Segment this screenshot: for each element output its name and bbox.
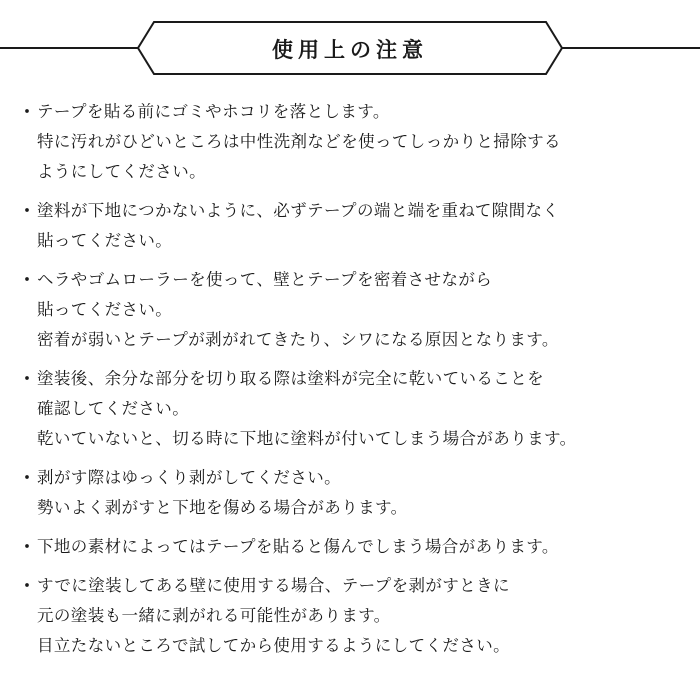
note-item [18, 532, 690, 562]
note-item [18, 571, 690, 661]
note-text-line: 確認してください。 [37, 399, 190, 418]
bullet-mark: ・ [18, 270, 36, 289]
bullet-mark: ・ [18, 468, 36, 487]
note-text-line: 目立たないところで試してから使用するようにしてください。 [37, 636, 511, 655]
note-item [18, 463, 690, 523]
note-text-line: 剥がす際はゆっくり剥がしてください。 [37, 468, 342, 487]
note-text-line: ようにしてください。 [37, 162, 206, 181]
note-text-line: ヘラやゴムローラーを使って、壁とテープを密着させながら [37, 270, 493, 289]
note-item [18, 196, 690, 256]
page-title: 使用上の注意 [272, 38, 428, 62]
note-text-line: 貼ってください。 [37, 231, 173, 250]
note-item [18, 265, 690, 355]
note-text-line: 下地の素材によってはテープを貼ると傷んでしまう場合があります。 [37, 537, 559, 556]
bullet-mark: ・ [18, 369, 36, 388]
bullet-mark: ・ [18, 102, 36, 121]
section-header [0, 0, 700, 90]
note-text-line: 密着が弱いとテープが剥がれてきたり、シワになる原因となります。 [37, 330, 559, 349]
bullet-mark: ・ [18, 201, 36, 220]
bullet-mark: ・ [18, 576, 36, 595]
note-text-line: 塗装後、余分な部分を切り取る際は塗料が完全に乾いていることを [37, 369, 544, 388]
note-text-line: 貼ってください。 [37, 300, 173, 319]
note-text-line: すでに塗装してある壁に使用する場合、テープを剥がすときに [37, 576, 510, 595]
note-text-line: 塗料が下地につかないように、必ずテープの端と端を重ねて隙間なく [37, 201, 560, 220]
note-text-line: 勢いよく剥がすと下地を傷める場合があります。 [37, 498, 408, 517]
note-item [18, 364, 690, 454]
note-text-line: 特に汚れがひどいところは中性洗剤などを使ってしっかりと掃除する [37, 132, 561, 151]
notes-list [18, 97, 690, 670]
note-item [18, 97, 690, 187]
note-text-line: 元の塗装も一緒に剥がれる可能性があります。 [37, 606, 391, 625]
note-text-line: 乾いていないと、切る時に下地に塗料が付いてしまう場合があります。 [37, 429, 577, 448]
note-text-line: テープを貼る前にゴミやホコリを落とします。 [37, 102, 390, 121]
bullet-mark: ・ [18, 537, 36, 556]
